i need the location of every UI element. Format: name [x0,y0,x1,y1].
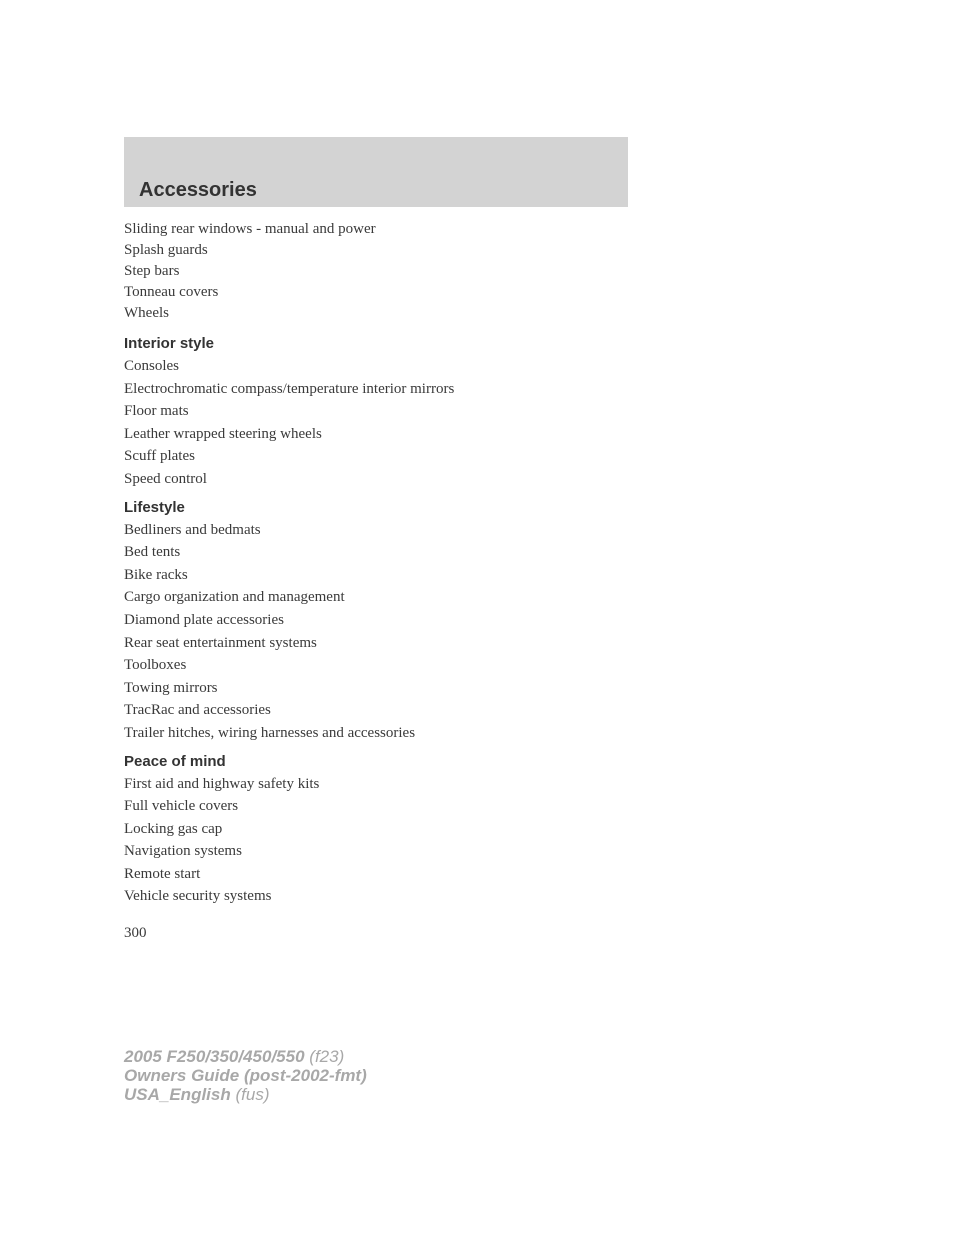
section-interior-style [124,334,684,491]
list-item: Remote start [124,865,201,882]
document-footer [124,1047,367,1104]
list-item: Full vehicle covers [124,798,239,815]
list-item: Bike racks [124,566,188,583]
section-peace-of-mind [124,752,684,909]
list-item: Consoles [124,358,180,374]
list-item: Leather wrapped steering wheels [124,425,322,442]
section-header-band [124,137,628,207]
list-item: Wheels [124,305,169,321]
list-item: Scuff plates [124,448,195,465]
list-item: Splash guards [124,242,208,258]
list-item: Vehicle security systems [124,888,272,905]
section-heading: Lifestyle [124,498,185,516]
footer-language-code: (fus) [235,1085,270,1104]
list-item: Rear seat entertainment systems [124,634,317,651]
page-number: 300 [124,925,147,941]
list-item: First aid and highway safety kits [124,775,320,792]
list-item: Locking gas cap [124,820,223,837]
footer-model-code: (f23) [309,1047,345,1066]
list-item: Navigation systems [124,843,242,860]
accessories-list [124,219,684,915]
section-heading: Interior style [124,335,215,352]
footer-language-name: USA_English [124,1085,231,1104]
list-item: Diamond plate accessories [124,611,284,628]
page-title: Accessories [139,179,257,201]
list-item: Towing mirrors [124,679,218,696]
list-item: Bedliners and bedmats [124,521,261,538]
footer-line-model [124,1047,367,1066]
footer-line-language [124,1085,367,1104]
section-heading: Peace of mind [124,752,226,770]
list-item: Toolboxes [124,657,187,674]
section-lifestyle [124,498,684,745]
footer-model-name: 2005 F250/350/450/550 [124,1047,305,1066]
list-item: Sliding rear windows - manual and power [124,221,376,237]
list-item: TracRac and accessories [124,702,271,719]
footer-guide-name: Owners Guide (post-2002-fmt) [124,1066,367,1085]
list-item: Bed tents [124,544,181,561]
list-item: Floor mats [124,403,189,420]
list-item: Step bars [124,263,180,279]
list-item: Tonneau covers [124,284,219,300]
list-item: Electrochromatic compass/temperature interior mirrors [124,380,455,397]
list-item: Cargo organization and management [124,589,345,606]
intro-list [124,219,684,324]
list-item: Speed control [124,470,207,487]
footer-line-guide [124,1066,367,1085]
list-item: Trailer hitches, wiring harnesses and accessories [124,724,416,741]
